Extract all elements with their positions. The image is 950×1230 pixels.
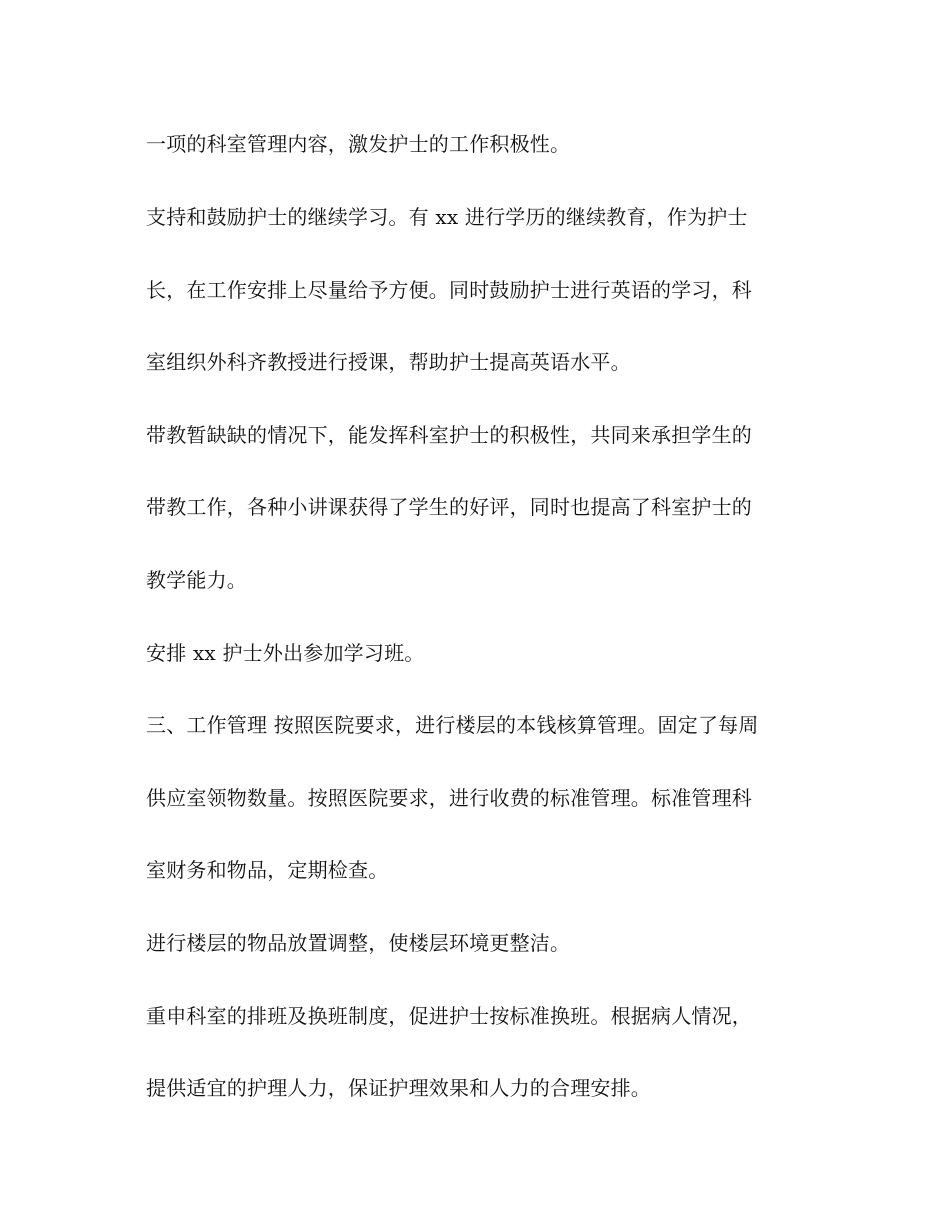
text-line: 室组织外科齐教授进行授课，帮助护士提高英语水平。: [146, 350, 631, 374]
text-line: 支持和鼓励护士的继续学习。有 xx 进行学历的继续教育，作为护士: [146, 205, 748, 229]
text-line: 重申科室的排班及换班制度，促进护士按标准换班。根据病人情况，: [146, 1004, 752, 1028]
text-line: 带教工作，各种小讲课获得了学生的好评，同时也提高了科室护士的: [146, 495, 752, 519]
text-line: 一项的科室管理内容，激发护士的工作积极性。: [146, 132, 571, 156]
text-line: 三、工作管理 按照医院要求，进行楼层的本钱核算管理。固定了每周: [146, 713, 759, 737]
text-line: 教学能力。: [146, 568, 247, 592]
text-line: 带教暂缺缺的情况下，能发挥科室护士的积极性，共同来承担学生的: [146, 423, 752, 447]
text-line: 长，在工作安排上尽量给予方便。同时鼓励护士进行英语的学习，科: [146, 278, 752, 302]
text-line: 进行楼层的物品放置调整，使楼层环境更整洁。: [146, 931, 571, 955]
text-line: 安排 xx 护士外出参加学习班。: [146, 641, 425, 665]
text-line: 供应室领物数量。按照医院要求，进行收费的标准管理。标准管理科: [146, 786, 752, 810]
text-line: 室财务和物品，定期检查。: [146, 858, 389, 882]
text-line: 提供适宜的护理人力，保证护理效果和人力的合理安排。: [146, 1076, 651, 1100]
